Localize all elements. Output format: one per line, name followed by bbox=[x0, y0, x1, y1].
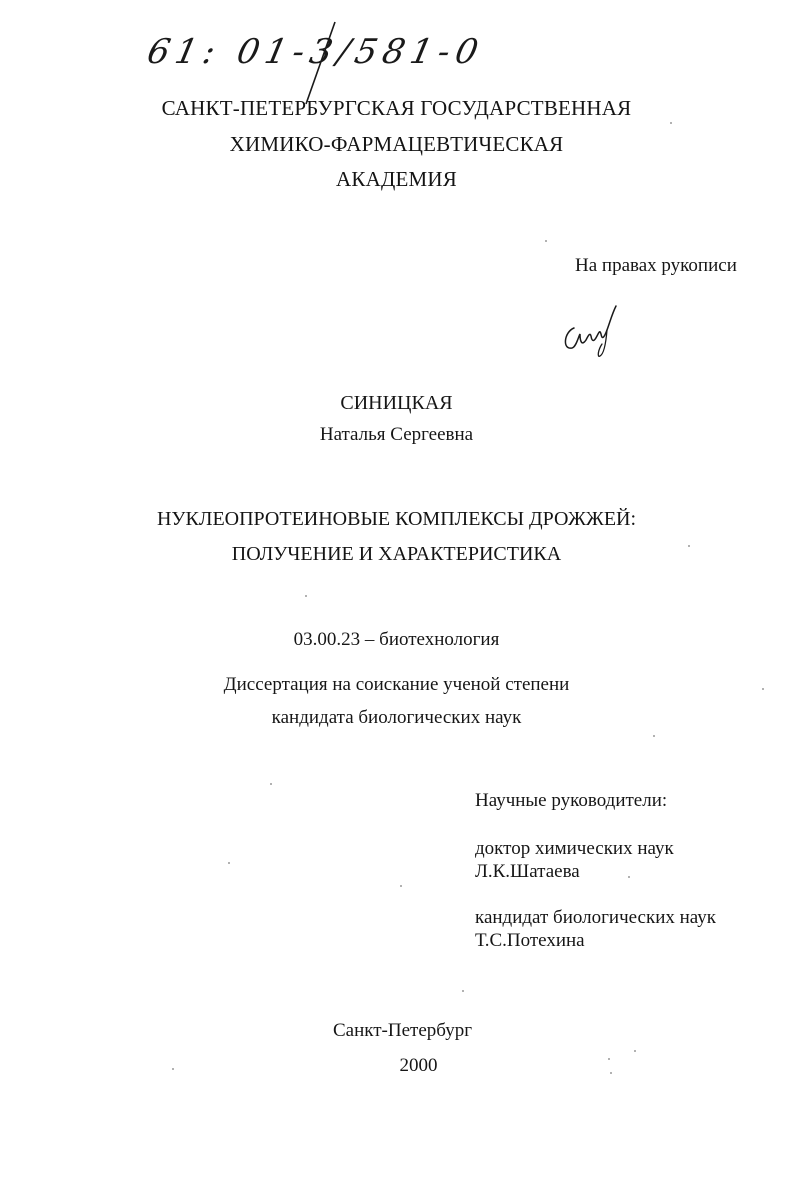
scan-speck bbox=[670, 122, 672, 124]
scan-speck bbox=[608, 1058, 610, 1060]
rights-note: На правах рукописи bbox=[575, 255, 737, 276]
degree-line-1: Диссертация на соискание ученой степени bbox=[223, 674, 570, 695]
scan-speck bbox=[545, 240, 547, 242]
scan-speck bbox=[628, 876, 630, 878]
scan-speck bbox=[462, 990, 464, 992]
supervisor-1-name: Л.К.Шатаева bbox=[475, 861, 580, 882]
city: Санкт-Петербург bbox=[332, 1020, 472, 1041]
scan-speck bbox=[305, 595, 307, 597]
author-surname: СИНИЦКАЯ bbox=[340, 392, 453, 414]
year: 2000 bbox=[399, 1055, 438, 1076]
scan-speck bbox=[270, 783, 272, 785]
specialty-code: 03.00.23 – биотехнология bbox=[293, 629, 500, 650]
author-given-names: Наталья Сергеевна bbox=[319, 424, 474, 445]
handwritten-archive-code: 61: 01-3/581-0 bbox=[143, 32, 488, 72]
dissertation-title-line-2: ПОЛУЧЕНИЕ И ХАРАКТЕРИСТИКА bbox=[231, 543, 562, 565]
scan-speck bbox=[762, 688, 764, 690]
signature-icon bbox=[560, 298, 630, 363]
institution-line-3: АКАДЕМИЯ bbox=[336, 167, 457, 191]
scan-speck bbox=[634, 1050, 636, 1052]
handwritten-slash-stroke-icon bbox=[300, 18, 340, 108]
supervisor-2-degree: кандидат биологических наук bbox=[475, 907, 716, 928]
scan-speck bbox=[653, 735, 655, 737]
scan-speck bbox=[228, 862, 230, 864]
degree-line-2: кандидата биологических наук bbox=[271, 707, 522, 728]
scan-speck bbox=[688, 545, 690, 547]
supervisor-1-degree: доктор химических наук bbox=[475, 838, 674, 859]
scan-speck bbox=[172, 1068, 174, 1070]
institution-line-1: САНКТ-ПЕТЕРБУРГСКАЯ ГОСУДАРСТВЕННАЯ bbox=[161, 96, 632, 120]
scan-speck bbox=[400, 885, 402, 887]
scan-speck bbox=[610, 1072, 612, 1074]
supervisors-heading: Научные руководители: bbox=[475, 790, 668, 811]
supervisor-2-name: Т.С.Потехина bbox=[475, 930, 585, 951]
dissertation-title-line-1: НУКЛЕОПРОТЕИНОВЫЕ КОМПЛЕКСЫ ДРОЖЖЕЙ: bbox=[156, 508, 637, 530]
institution-line-2: ХИМИКО-ФАРМАЦЕВТИЧЕСКАЯ bbox=[229, 132, 564, 156]
